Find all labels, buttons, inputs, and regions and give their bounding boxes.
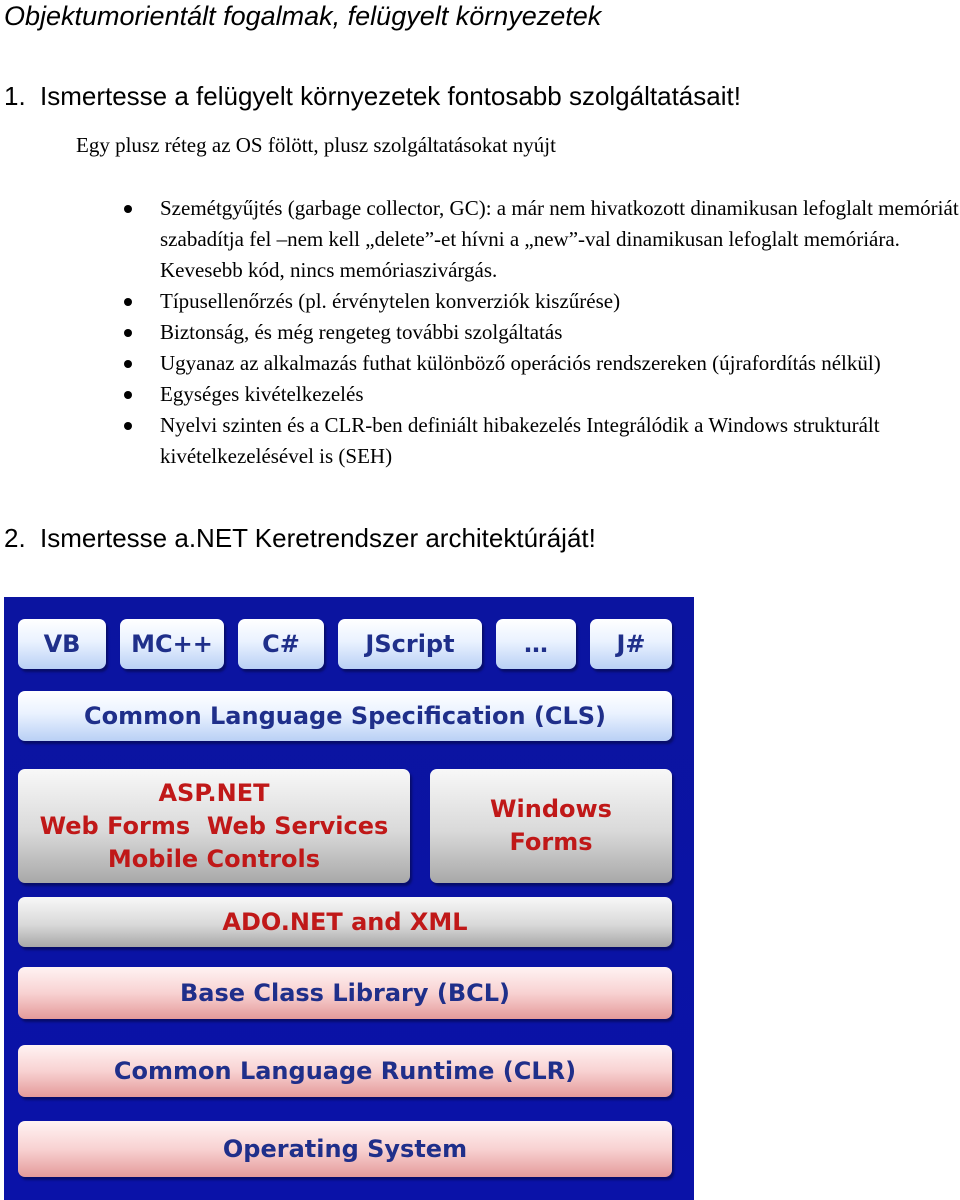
document-title: Objektumorientált fogalmak, felügyelt környezetek bbox=[4, 1, 602, 31]
section-1-heading bbox=[4, 80, 741, 112]
aspnet-box bbox=[18, 769, 410, 883]
list-item bbox=[110, 348, 960, 379]
windows-forms-line-1: Windows bbox=[490, 795, 612, 823]
language-box-mcpp: MC++ bbox=[120, 619, 224, 669]
cls-layer: Common Language Specification (CLS) bbox=[18, 691, 672, 741]
language-box-ellipsis: … bbox=[496, 619, 576, 669]
aspnet-web-forms-services: Web Forms Web Services bbox=[39, 811, 389, 840]
bullet-icon bbox=[124, 205, 132, 213]
bullet-icon bbox=[124, 329, 132, 337]
language-box-csharp: C# bbox=[238, 619, 324, 669]
clr-layer: Common Language Runtime (CLR) bbox=[18, 1045, 672, 1097]
bcl-layer: Base Class Library (BCL) bbox=[18, 967, 672, 1019]
list-item-text: Egységes kivételkezelés bbox=[160, 382, 364, 406]
bullet-icon bbox=[124, 422, 132, 430]
windows-forms-box bbox=[430, 769, 672, 883]
bullet-icon bbox=[124, 391, 132, 399]
list-item bbox=[110, 286, 960, 317]
services-list bbox=[110, 193, 960, 472]
bullet-icon bbox=[124, 298, 132, 306]
list-item bbox=[110, 317, 960, 348]
language-box-vb: VB bbox=[18, 619, 106, 669]
section-2-number: 2. bbox=[4, 523, 26, 553]
list-item-text: Típusellenőrzés (pl. érvénytelen konverziók kiszűrése) bbox=[160, 289, 621, 313]
language-box-jscript: JScript bbox=[338, 619, 482, 669]
list-item bbox=[110, 379, 960, 410]
aspnet-mobile-controls: Mobile Controls bbox=[107, 844, 321, 873]
section-2-heading-text: Ismertesse a.NET Keretrendszer architektúráját! bbox=[40, 523, 596, 553]
windows-forms-line-2: Forms bbox=[509, 828, 593, 856]
list-item bbox=[110, 193, 960, 286]
section-1-intro: Egy plusz réteg az OS fölött, plusz szolgáltatásokat nyújt bbox=[76, 133, 556, 157]
section-1-heading-text: Ismertesse a felügyelt környezetek fontosabb szolgáltatásait! bbox=[40, 81, 741, 111]
list-item-text: Nyelvi szinten és a CLR-ben definiált hibakezelés Integrálódik a Windows strukturált kivételkezelésével is (SEH) bbox=[160, 413, 880, 468]
dotnet-architecture-diagram bbox=[4, 597, 694, 1200]
list-item-text: Ugyanaz az alkalmazás futhat különböző operációs rendszereken (újrafordítás nélkül) bbox=[160, 351, 881, 375]
bullet-icon bbox=[124, 360, 132, 368]
list-item-text: Biztonság, és még rengeteg további szolgáltatás bbox=[160, 320, 563, 344]
aspnet-title: ASP.NET bbox=[158, 778, 270, 807]
list-item-text: Szemétgyűjtés (garbage collector, GC): a már nem hivatkozott dinamikusan lefoglalt memóriát szabadítja fel –nem kell „delete”-et hívni a „new”-val dinamikusan lefoglalt memóriára. Kevesebb kód, nincs memóriaszivárgás. bbox=[160, 196, 959, 282]
ado-net-layer: ADO.NET and XML bbox=[18, 897, 672, 947]
language-box-jsharp: J# bbox=[590, 619, 672, 669]
section-2-heading bbox=[4, 522, 596, 554]
list-item bbox=[110, 410, 960, 472]
section-1-number: 1. bbox=[4, 81, 26, 111]
operating-system-layer: Operating System bbox=[18, 1121, 672, 1177]
